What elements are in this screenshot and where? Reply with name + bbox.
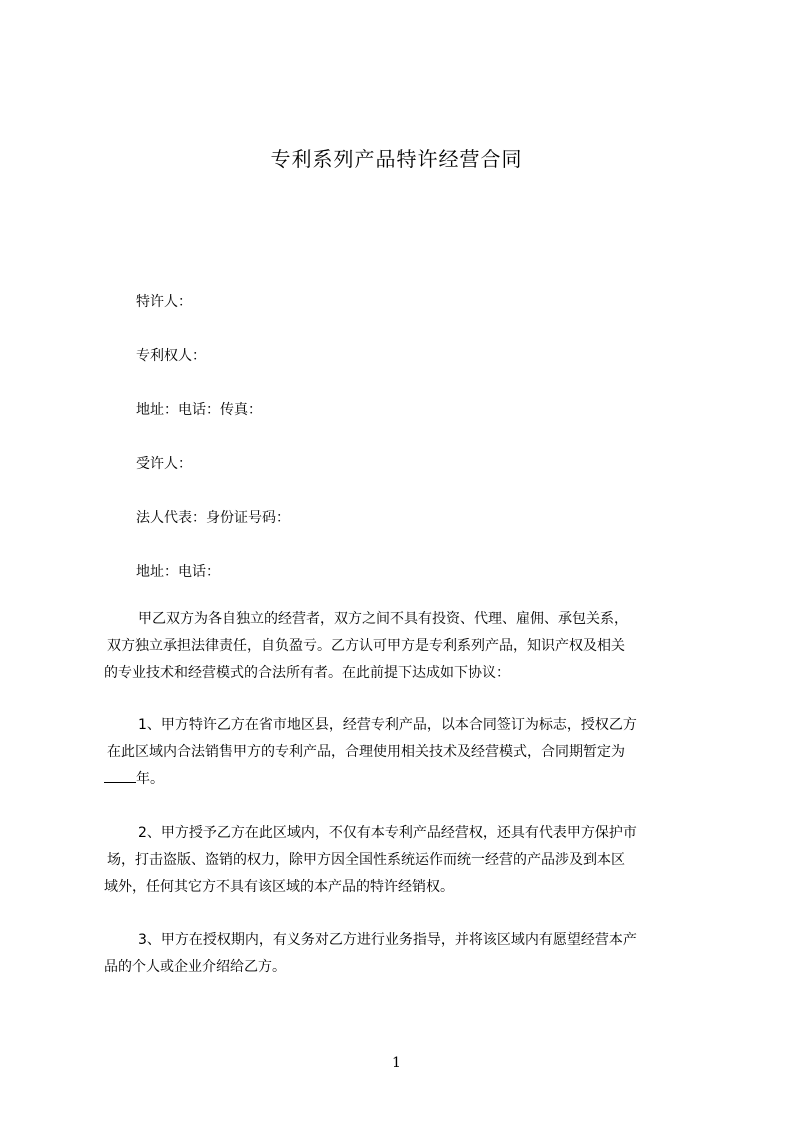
preamble-paragraph — [104, 606, 704, 687]
licensee-field: 受许人： — [136, 456, 192, 472]
clause-3-paragraph — [104, 927, 704, 981]
page-number: 1 — [392, 1055, 401, 1071]
address-phone-fax-field: 地址：电话：传真： — [136, 402, 262, 418]
clause-line: 域外，任何其它方不具有该区域的本产品的特许经销权。 — [104, 879, 454, 895]
legal-rep-id-field: 法人代表：身份证号码： — [136, 510, 290, 526]
document-title: 专利系列产品特许经营合同 — [270, 147, 523, 171]
term-unit: 年。 — [136, 771, 164, 787]
term-blank — [104, 770, 136, 783]
clause-line: 2、甲方授予乙方在此区域内，不仅有本专利产品经营权，还具有代表甲方保护市 — [138, 825, 637, 841]
clause-line: 品的个人或企业介绍给乙方。 — [104, 959, 286, 975]
patentee-field: 专利权人： — [136, 348, 206, 364]
clause-line: 3、甲方在授权期内，有义务对乙方进行业务指导，并将该区域内有愿望经营本产 — [138, 932, 637, 948]
clause-line: 在此区域内合法销售甲方的专利产品，合理使用相关技术及经营模式，合同期暂定为 — [107, 744, 625, 760]
address-phone-field: 地址：电话： — [136, 564, 220, 580]
clause-line: 场，打击盗版、盗销的权力，除甲方因全国性系统运作而统一经营的产品涉及到本区 — [107, 852, 625, 868]
clause-line — [104, 766, 704, 793]
clause-2-paragraph — [104, 820, 704, 901]
licensor-field: 特许人： — [136, 294, 192, 310]
clause-line: 1、甲方特许乙方在省市地区县，经营专利产品，以本合同签订为标志，授权乙方 — [138, 717, 637, 733]
clause-1-paragraph — [104, 712, 704, 793]
preamble-line: 甲乙双方为各自独立的经营者，双方之间不具有投资、代理、雇佣、承包关系， — [138, 611, 628, 627]
preamble-line: 双方独立承担法律责任，自负盈亏。乙方认可甲方是专利系列产品，知识产权及相关 — [107, 638, 625, 654]
preamble-line: 的专业技术和经营模式的合法所有者。在此前提下达成如下协议： — [104, 665, 510, 681]
